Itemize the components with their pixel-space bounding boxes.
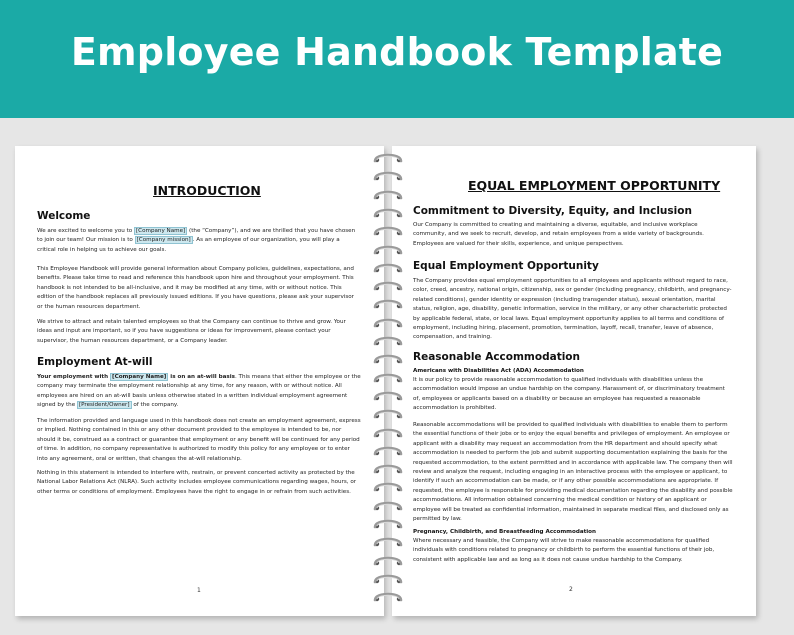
section-heading-welcome: Welcome (37, 210, 91, 222)
at-will-paragraph-2: The information provided and language used in this handbook does not create an employment agreement, express or implied. Nothing contained in this or any other document provided to the employee is intended to be, nor should it be, construed as a contract or guarantee that employment or any benefit will be continued for any period of time. In addition, no company representative is authorized to modify this policy for any employee or to enter into any agreement, oral or written, that changes the at-will relationship. (37, 418, 361, 462)
binding-ring (366, 518, 410, 531)
pregnancy-paragraph: Where necessary and feasible, the Company will strive to make reasonable accommodations for qualified individuals with conditions related to pregnancy or childbirth to perform the essential functions of their job, consistent with applicable law and as long as it does not cause undue hardship to the Company. (413, 538, 715, 563)
binding-ring (366, 207, 410, 220)
placeholder-president-owner: [President/Owner] (78, 402, 130, 409)
binding-ring (366, 244, 410, 257)
welcome-paragraph-3: We strive to attract and retain talented employees so that the Company can continue to thrive and grow. Your ideas and input are important, so if you have suggestions or ideas for improvement, please contact your supervisor, the human resources department, or a Company leader. (37, 319, 346, 344)
binding-ring (366, 353, 410, 366)
binding-ring (366, 372, 410, 385)
binding-ring (366, 445, 410, 458)
binding-ring (366, 390, 410, 403)
left-page (15, 146, 384, 616)
welcome-paragraph-1: We are excited to welcome you to [Company Name] (the “Company”), and we are thrilled that you have chosen to join our team! Our mission is to [Company mission] . As an employee of our organization, you will play a critical role in helping us to achieve our goals. (37, 228, 356, 253)
section-heading-eeo: Equal Employment Opportunity (413, 260, 599, 272)
diversity-paragraph: Our Company is committed to creating and maintaining a diverse, equitable, and inclusive workplace community, and we seek to recruit, develop, and retain employees from a wide variety of backgrounds. Employees are valued for their skills, experience, and unique perspectives. (413, 222, 704, 247)
binding-ring (366, 335, 410, 348)
binding-ring (366, 481, 410, 494)
binding-ring (366, 408, 410, 421)
binding-ring (366, 152, 410, 165)
right-page (392, 146, 756, 616)
binding-ring (366, 555, 410, 568)
binding-ring (366, 298, 410, 311)
section-heading-at-will: Employment At-will (37, 356, 153, 368)
section-heading-reasonable-accommodation: Reasonable Accommodation (413, 351, 581, 363)
at-will-paragraph-3: Nothing in this statement is intended to interfere with, restrain, or prevent concerted activity as protected by the National Labor Relations Act (NLRA). Such activity includes employee communications regarding wages, hours, or other terms or conditions of employment. Employees have the right to engage in or refrain from such activities. (37, 470, 357, 495)
placeholder-company-name: [Company Name] (135, 228, 186, 234)
binding-ring (366, 573, 410, 586)
binding-ring (366, 225, 410, 238)
page-number: 2 (569, 586, 573, 593)
subheading-ada: Americans with Disabilities Act (ADA) Accommodation (413, 368, 584, 374)
binding-ring (366, 536, 410, 549)
ada-paragraph-2: Reasonable accommodations will be provided to qualified individuals with disabilities to enable them to perform the essential functions of their jobs or to enjoy the equal benefits and privileges of employment. An employee or applicant with a disability may request an accommodation from the HR department and should specify what accommodation is needed to perform the job and submit supporting documentation explaining the basis for the requested accommodation, to the extent permitted and in accordance with applicable law. The company then will review and analyze the request, including engaging in an interactive process with the employee or applicant, to identify if such an accommodation can be made, or if any other possible accommodations are appropriate. If requested, the employee is responsible for providing medical documentation regarding the disability and possible accommodations. All information obtained concerning the medical condition or history of an applicant or employee will be treated as confidential information, maintained in separate medical files, and disclosed only as permitted by law. (413, 422, 733, 523)
binding-ring (366, 463, 410, 476)
subheading-pregnancy: Pregnancy, Childbirth, and Breastfeeding Accommodation (413, 529, 597, 535)
title-banner (0, 0, 794, 118)
section-heading-diversity: Commitment to Diversity, Equity, and Inclusion (413, 205, 692, 217)
placeholder-company-name: [Company Name] (112, 374, 167, 380)
welcome-paragraph-2: This Employee Handbook will provide general information about Company policies, guidelines, expectations, and benefits. Please take time to read and reference this handbook upon hire and throughout your employment. This handbook is not intended to be all-inclusive, and it may be modified at any time, with or without notice. This edition of the handbook replaces all previously issued editions. If you have questions, please ask your supervisor or the human resources department. (37, 266, 354, 310)
banner-title: Employee Handbook Template (70, 30, 724, 74)
binding-ring (366, 500, 410, 513)
binding-ring (366, 317, 410, 330)
binding-ring (366, 262, 410, 275)
binding-ring (366, 170, 410, 183)
binding-ring (366, 189, 410, 202)
placeholder-company-mission: [Company mission] (136, 237, 191, 244)
page-title: INTRODUCTION (153, 183, 261, 198)
binding-ring (366, 591, 410, 604)
eeo-paragraph: The Company provides equal employment opportunities to all employees and applicants without regard to race, color, creed, ancestry, national origin, citizenship, sex or gender (including pregnancy, childbirth, and pregnancy-related conditions), gender identity or expression (including transgender status), sexual orientation, marital status, religion, age, disability, genetic information, service in the military, or any other characteristic protected by applicable federal, state, or local laws. Equal employment opportunity applies to all terms and conditions of employment, including hiring, placement, promotion, termination, layoff, recall, transfer, leave of absence, compensation, and training. (413, 278, 732, 341)
page-number: 1 (197, 587, 201, 594)
ada-paragraph-1: It is our policy to provide reasonable accommodation to qualified individuals with disabilities unless the accommodation would impose an undue hardship on the company. Harassment of, or discriminatory treatment of, employees or applicants based on a disability or because an employee has requested a reasonable accommodation is prohibited. (413, 377, 725, 412)
spiral-binding (366, 152, 410, 600)
at-will-paragraph-1: Your employment with [Company Name] is on an at-will basis. This means that either the employee or the company may terminate the employment relationship at any time, for any reason, with or without notice. All employees are hired on an at-will basis unless otherwise stated in a written individual employment agreement signed by the [President/Owner] of the company. (37, 374, 361, 409)
binding-ring (366, 427, 410, 440)
binding-ring (366, 280, 410, 293)
page-title: EQUAL EMPLOYMENT OPPORTUNITY (468, 178, 721, 193)
